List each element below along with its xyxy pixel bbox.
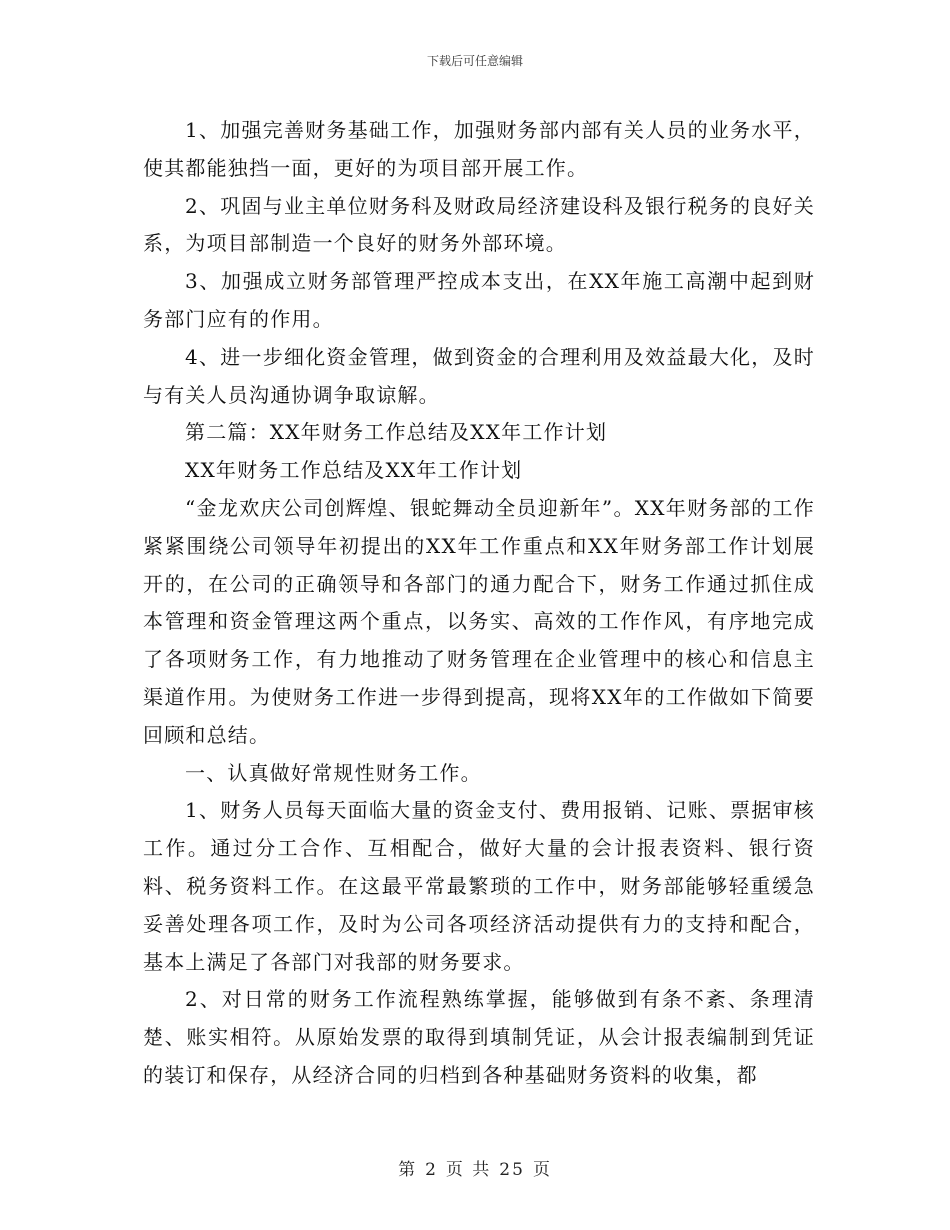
document-body bbox=[143, 112, 815, 1095]
paragraph: “金龙欢庆公司创辉煌、银蛇舞动全员迎新年”。XX年财务部的工作紧紧围绕公司领导年初提出的XX年工作重点和XX年财务部工作计划展开的，在公司的正确领导和各部门的通力配合下，财务工作通过抓住成本管理和资金管理这两个重点，以务实、高效的工作作风，有序地完成了各项财务工作，有力地推动了财务管理在企业管理中的核心和信息主渠道作用。为使财务工作进一步得到提高，现将XX年的工作做如下简要回顾和总结。 bbox=[143, 495, 815, 747]
paragraph: 3、加强成立财务部管理严控成本支出，在XX年施工高潮中起到财务部门应有的作用。 bbox=[143, 269, 815, 331]
paragraph: 1、加强完善财务基础工作，加强财务部内部有关人员的业务水平，使其都能独挡一面，更好的为项目部开展工作。 bbox=[143, 118, 815, 180]
document-subtitle: XX年财务工作总结及XX年工作计划 bbox=[185, 458, 523, 483]
section-heading: 一、认真做好常规性财务工作。 bbox=[185, 760, 482, 785]
paragraph: 2、对日常的财务工作流程熟练掌握，能够做到有条不紊、条理清楚、账实相符。从原始发票的取得到填制凭证，从会计报表编制到凭证的装订和保存，从经济合同的归档到各种基础财务资料的收集，都 bbox=[143, 987, 815, 1087]
header-note: 下载后可任意编辑 bbox=[426, 54, 523, 68]
paragraph: 2、巩固与业主单位财务科及财政局经济建设科及银行税务的良好关系，为项目部制造一个良好的财务外部环境。 bbox=[143, 193, 815, 256]
footer-middle: 页 共 bbox=[445, 1160, 492, 1180]
paragraph: 1、财务人员每天面临大量的资金支付、费用报销、记账、票据审核工作。通过分工合作、互相配合，做好大量的会计报表资料、银行资料、税务资料工作。在这最平常最繁琐的工作中，财务部能够轻重缓急妥善处理各项工作，及时为公司各项经济活动提供有力的支持和配合，基本上满足了各部门对我部的财务要求。 bbox=[143, 798, 815, 974]
current-page-number: 2 bbox=[425, 1160, 438, 1180]
total-page-count: 25 bbox=[499, 1160, 525, 1180]
paragraph: 4、进一步细化资金管理，做到资金的合理利用及效益最大化，及时与有关人员沟通协调争取谅解。 bbox=[143, 344, 815, 407]
page-footer bbox=[0, 1155, 950, 1180]
section-title: 第二篇：XX年财务工作总结及XX年工作计划 bbox=[185, 420, 608, 445]
footer-prefix: 第 bbox=[398, 1160, 418, 1180]
footer-suffix: 页 bbox=[532, 1160, 552, 1180]
